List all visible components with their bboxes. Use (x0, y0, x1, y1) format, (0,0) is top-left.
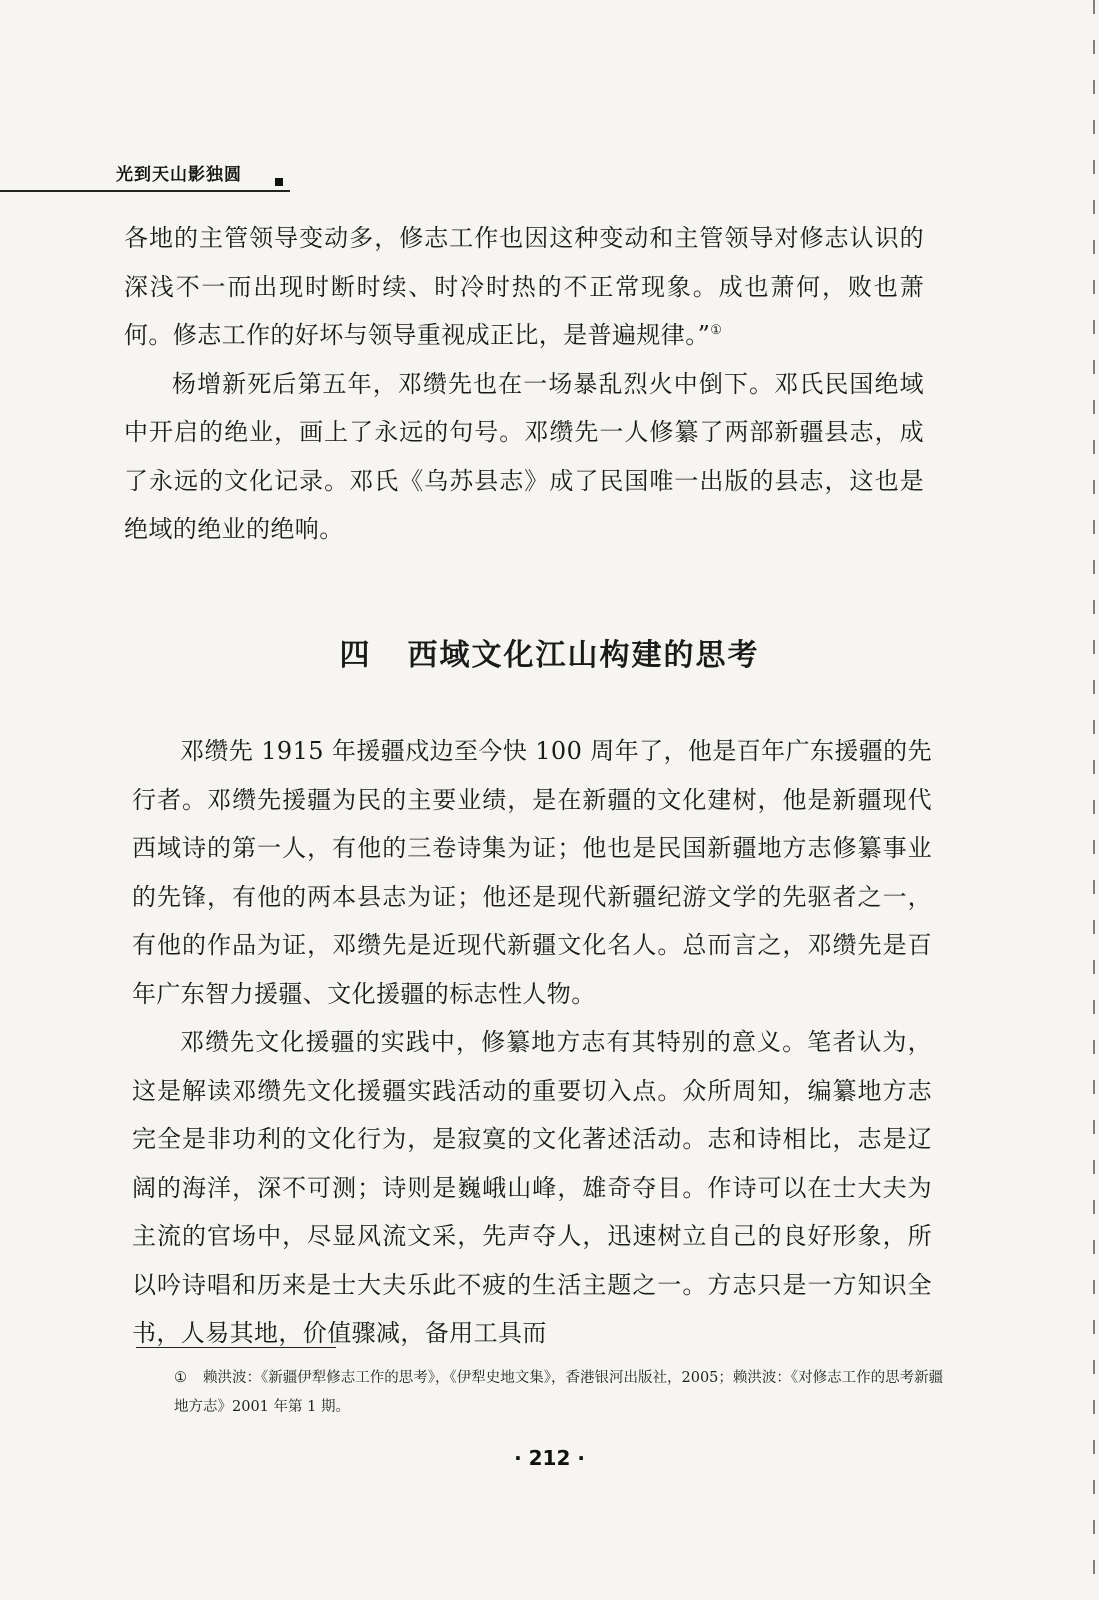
running-header: 光到天山影独圆 (116, 165, 242, 185)
paragraph: 邓缵先文化援疆的实践中，修纂地方志有其特别的意义。笔者认为，这是解读邓缵先文化援疆实践活动的重要切入点。众所周知，编纂地方志完全是非功利的文化行为，是寂寞的文化著述活动。志和诗相比，志是辽阔的海洋，深不可测；诗则是巍峨山峰，雄奇夺目。作诗可以在士大夫为主流的官场中，尽显风流文采，先声夺人，迅速树立自己的良好形象，所以吟诗唱和历来是士大夫乐此不疲的生活主题之一。方志只是一方知识全书，人易其地，价值骤减，备用工具而 (132, 1028, 932, 1347)
paragraph: 邓缵先 1915 年援疆戍边至今快 100 周年了，他是百年广东援疆的先行者。邓缵先援疆为民的主要业绩，是在新疆的文化建树，他是新疆现代西域诗的第一人，有他的三卷诗集为证；他也是民国新疆地方志修纂事业的先锋，有他的两本县志为证；他还是现代新疆纪游文学的先驱者之一，有他的作品为证，邓缵先是近现代新疆文化名人。总而言之，邓缵先是百年广东智力援疆、文化援疆的标志性人物。 (132, 737, 932, 1008)
header-rule (0, 190, 290, 192)
body-text-block-2 (132, 727, 932, 1358)
footnote-rule (136, 1347, 336, 1348)
paragraph-continued (124, 214, 924, 360)
section-title-text: 西域文化江山构建的思考 (407, 638, 760, 673)
page-number: · 212 · (514, 1446, 585, 1470)
paragraph: 杨增新死后第五年，邓缵先也在一场暴乱烈火中倒下。邓氏民国绝域中开启的绝业，画上了永远的句号。邓缵先一人修纂了两部新疆县志，成了永远的文化记录。邓氏《乌苏县志》成了民国唯一出版的县志，这也是绝域的绝业的绝响。 (124, 369, 924, 543)
header-square-mark (275, 178, 283, 186)
body-text-block-1 (124, 214, 924, 554)
footnote-text: 赖洪波：《新疆伊犁修志工作的思考》，《伊犁史地文集》，香港银河出版社，2005；赖洪波：《对修志工作的思考新疆地方志》2001 年第 1 期。 (174, 1370, 944, 1415)
scan-edge (1093, 0, 1095, 1600)
section-heading (0, 630, 1099, 674)
footnote (174, 1364, 944, 1422)
footnote-mark: ① (174, 1370, 187, 1386)
paragraph-text: 各地的主管领导变动多，修志工作也因这种变动和主管领导对修志认识的深浅不一而出现时断时续、时冷时热的不正常现象。成也萧何，败也萧何。修志工作的好坏与领导重视成正比，是普遍规律。” (124, 224, 924, 349)
footnote-reference: ① (710, 323, 723, 338)
section-number: 四 (339, 638, 372, 673)
